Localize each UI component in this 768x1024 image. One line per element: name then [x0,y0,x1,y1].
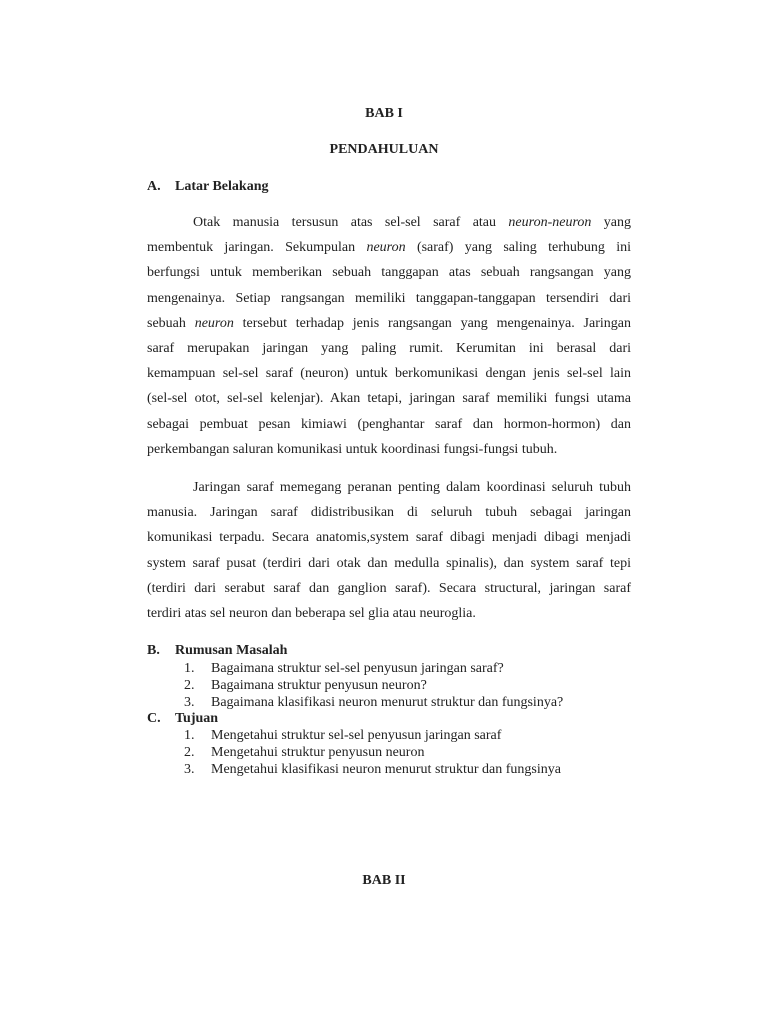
list-text: Bagaimana struktur penyusun neuron? [211,678,427,693]
section-a-letter: A. [147,179,161,194]
text-segment: (sel-sel otot, sel-sel kelenjar). Akan tetapi, jaringan saraf memiliki fungsi utama [147,391,631,407]
list-text: Bagaimana struktur sel-sel penyusun jaringan saraf? [211,661,504,676]
text-segment: Otak manusia tersusun atas sel-sel saraf atau [193,215,509,230]
text-segment: system saraf pusat (terdiri dari otak dan medulla spinalis), dan system saraf tepi [147,555,631,571]
list-number: 2. [184,745,195,760]
text-segment: yang [591,215,631,230]
text-segment: Jaringan saraf memegang peranan penting dalam koordinasi seluruh tubuh [193,480,631,495]
paragraph-line [147,529,631,546]
italic-term: neuron [366,240,406,256]
text-segment: (terdiri dari serabut saraf dan ganglion saraf). Secara structural, jaringan saraf [147,580,631,596]
text-segment: sebuah [147,315,195,331]
text-segment: (saraf) yang saling terhubung ini [405,240,631,256]
paragraph-line [147,555,631,572]
paragraph-line [147,290,631,307]
section-a-heading: Latar Belakang [175,179,269,194]
text-segment: komunikasi terpadu. Secara anatomis,system saraf dibagi menjadi dibagi menjadi [147,530,631,546]
text-segment: manusia. Jaringan saraf didistribusikan di seluruh tubuh sebagai jaringan [147,505,631,521]
italic-term: neuron [194,315,234,331]
paragraph-line [147,416,631,433]
paragraph-line [147,504,631,521]
paragraph-line [193,479,631,496]
text-segment: kemampuan sel-sel saraf (neuron) untuk berkomunikasi dengan jenis sel-sel lain [147,366,631,382]
list-text: Mengetahui struktur sel-sel penyusun jaringan saraf [211,728,502,743]
list-text: Bagaimana klasifikasi neuron menurut struktur dan fungsinya? [211,695,564,710]
paragraph-line [147,239,631,256]
paragraph-line [147,605,631,622]
paragraph-line [147,264,631,281]
list-number: 3. [184,695,195,710]
text-segment: sebagai pembuat pesan kimiawi (penghantar saraf dan hormon-hormon) dan [147,416,631,432]
chapter-subtitle: PENDAHULUAN [329,142,439,157]
section-b-letter: B. [147,643,160,658]
paragraph-line [147,365,631,382]
paragraph-line [147,340,631,357]
list-number: 2. [184,678,195,693]
text-segment: perkembangan saluran komunikasi untuk koordinasi fungsi-fungsi tubuh. [147,441,558,457]
list-text: Mengetahui struktur penyusun neuron [211,745,425,760]
paragraph-line [147,390,631,407]
text-segment: tersebut terhadap jenis rangsangan yang mengenainya. Jaringan [233,315,631,331]
list-number: 3. [184,762,195,777]
text-segment: saraf merupakan jaringan yang paling rumit. Kerumitan ini berasal dari [147,341,631,356]
section-c-heading: Tujuan [175,711,219,726]
paragraph-line [193,214,631,231]
section-c-letter: C. [147,711,161,726]
list-text: Mengetahui klasifikasi neuron menurut struktur dan fungsinya [211,762,561,777]
chapter-2-title: BAB II [362,873,406,888]
paragraph-line [147,441,631,458]
paragraph-line [147,580,631,597]
text-segment: membentuk jaringan. Sekumpulan [147,240,367,256]
text-segment: berfungsi untuk memberikan sebuah tanggapan atas sebuah rangsangan yang [147,265,631,281]
italic-term: neuron-neuron [508,215,592,230]
chapter-title: BAB I [365,106,403,121]
text-segment: mengenainya. Setiap rangsangan memiliki tanggapan-tanggapan tersendiri dari [147,290,631,306]
list-number: 1. [184,661,195,676]
section-b-heading: Rumusan Masalah [175,643,288,658]
paragraph-line [147,315,631,332]
list-number: 1. [184,728,195,743]
text-segment: terdiri atas sel neuron dan beberapa sel glia atau neuroglia. [147,606,476,621]
